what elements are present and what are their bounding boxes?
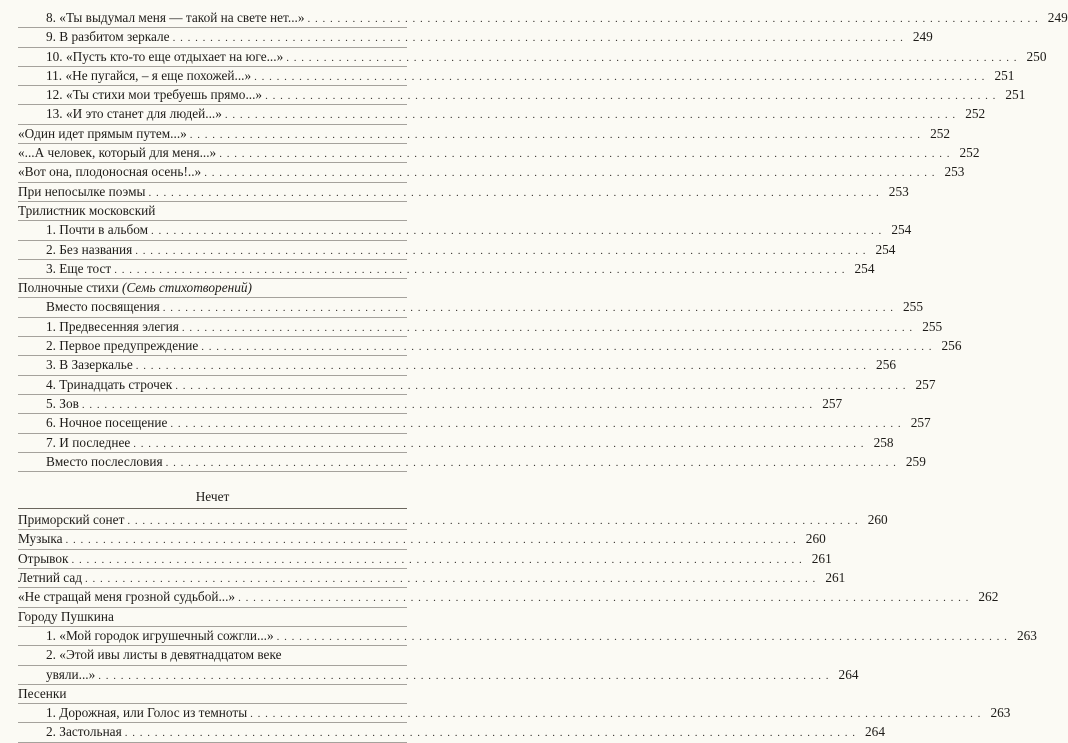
toc-entry-title	[18, 163, 201, 181]
dot-leader	[136, 357, 867, 375]
toc-entry	[18, 376, 936, 395]
page-number: 251	[1005, 87, 1026, 103]
toc-entry	[18, 202, 407, 221]
toc-entry	[18, 9, 1068, 28]
toc-entry-title	[46, 28, 170, 46]
toc-entry	[18, 356, 896, 375]
toc-entry-title	[46, 453, 163, 471]
page-number: 252	[965, 106, 986, 122]
dot-leader	[225, 106, 956, 124]
page-number: 256	[876, 357, 896, 373]
toc-entry	[18, 241, 896, 260]
dot-leader	[238, 589, 969, 607]
toc-entry	[18, 183, 909, 202]
dot-leader	[125, 724, 856, 742]
page-number: 257	[915, 376, 936, 392]
toc-entry-title	[46, 414, 167, 432]
toc-entry-title-text: «Не стращай меня грозной судьбой...»	[18, 589, 236, 605]
toc-entry-title-text: 7. И последнее	[46, 434, 131, 450]
toc-entry-title	[46, 105, 222, 123]
toc-entry-title-text: 1. «Мой городок игрушечный сожгли...»	[46, 627, 274, 643]
toc-entry-title	[46, 298, 160, 316]
page-number: 264	[838, 666, 859, 682]
toc-entry-title-text: 5. Зов	[46, 395, 79, 411]
toc-entry	[18, 723, 885, 742]
toc-entry-title-text: 4. Тринадцать строчек	[46, 376, 173, 392]
toc-entry-subtitle: (Семь стихотворений)	[122, 280, 252, 296]
toc-entry-title-text: Вместо послесловия	[46, 453, 163, 469]
toc-entry-title	[46, 723, 122, 741]
toc-entry-title-text: Трилистник московский	[18, 202, 156, 218]
toc-entry	[18, 298, 923, 317]
toc-entry-title	[46, 627, 274, 645]
toc-entry	[18, 666, 859, 685]
page-number: 253	[944, 164, 965, 180]
toc-entry	[18, 105, 986, 124]
dot-leader	[265, 87, 996, 105]
dot-leader	[135, 242, 866, 260]
page-number: 258	[873, 434, 894, 450]
dot-leader	[82, 396, 813, 414]
toc-entry-title-text: 2. Первое предупреждение	[46, 338, 199, 354]
page-number: 253	[888, 183, 909, 199]
toc-entry	[18, 395, 843, 414]
section-heading: Нечет	[18, 486, 407, 509]
toc-entry-title-text: «Один идет прямым путем...»	[18, 125, 187, 141]
toc-entry-title-text: 9. В разбитом зеркале	[46, 29, 170, 45]
page-number: 257	[822, 395, 843, 411]
page-number: 263	[990, 705, 1011, 721]
toc-entry-title-text: Вместо посвящения	[46, 299, 160, 315]
toc-entry-title	[46, 704, 247, 722]
dot-leader	[182, 319, 913, 337]
toc-entry-title-text: «Вот она, плодоносная осень!..»	[18, 164, 202, 180]
dot-leader	[308, 10, 1039, 28]
toc-entry-title-text: Летний сад	[18, 570, 83, 586]
toc-entry	[18, 318, 943, 337]
toc-entry	[18, 704, 1011, 723]
dot-leader	[190, 126, 921, 144]
toc-entry-title-text: Городу Пушкина	[18, 608, 114, 624]
toc-entry	[18, 260, 875, 279]
toc-entry-title-text: 1. Почти в альбом	[46, 222, 149, 238]
toc-entry	[18, 550, 832, 569]
toc-entry-title-text: «...А человек, который для меня...»	[18, 145, 217, 161]
toc-entry-title	[18, 569, 82, 587]
toc-entry	[18, 28, 933, 47]
toc-entry	[18, 685, 407, 704]
dot-leader	[151, 222, 882, 240]
toc-entry-title	[18, 608, 114, 626]
toc-entry-title-text: При непосылке поэмы	[18, 183, 146, 199]
toc-entry-title-text: 2. «Этой ивы листы в девятнадцатом веке	[46, 647, 282, 663]
toc-entry	[18, 144, 980, 163]
page-number: 255	[903, 299, 923, 315]
dot-leader	[219, 145, 950, 163]
toc-entry	[18, 588, 999, 607]
toc-entry	[18, 569, 846, 588]
toc-entry-title-text: 3. Еще тост	[46, 260, 112, 276]
toc-entry-title	[46, 646, 281, 664]
toc-entry-title	[18, 685, 67, 703]
toc-part-2	[18, 511, 1037, 743]
page-number: 252	[930, 125, 951, 141]
page-number: 255	[922, 318, 943, 334]
toc-entry	[18, 86, 1026, 105]
page-number: 263	[1016, 627, 1037, 643]
toc-entry-title-text: 13. «И это станет для людей...»	[46, 106, 222, 122]
toc-entry-title	[46, 337, 198, 355]
toc-entry-title-text: 11. «Не пугайся, – я еще похожей...»	[46, 67, 252, 83]
toc-entry	[18, 48, 1047, 67]
page-number: 260	[805, 531, 826, 547]
toc-part-1	[18, 9, 1068, 472]
toc-entry	[18, 453, 926, 472]
toc-entry-title	[18, 511, 124, 529]
page-number: 254	[875, 241, 896, 257]
toc-entry-title	[18, 202, 155, 220]
toc-entry-title	[18, 550, 68, 568]
toc-entry-title-text: Приморский сонет	[18, 512, 125, 528]
toc-entry-title	[18, 144, 216, 162]
page-number: 261	[825, 570, 846, 586]
dot-leader	[277, 628, 1008, 646]
toc-entry-title-text: Отрывок	[18, 550, 69, 566]
toc-entry-title-text: Песенки	[18, 685, 67, 701]
toc-entry	[18, 434, 894, 453]
toc-entry-title	[46, 221, 148, 239]
toc-entry-title	[46, 241, 132, 259]
dot-leader	[114, 261, 845, 279]
toc-entry	[18, 627, 1037, 646]
toc-entry-title	[18, 125, 187, 143]
toc-entry-title	[46, 434, 130, 452]
toc-entry-title	[46, 86, 262, 104]
page-number: 252	[959, 145, 980, 161]
dot-leader	[163, 299, 894, 317]
page-number: 254	[854, 260, 875, 276]
toc-entry-title	[46, 376, 172, 394]
page-number: 257	[910, 415, 931, 431]
toc-entry-title	[18, 530, 63, 548]
dot-leader	[85, 570, 816, 588]
dot-leader	[254, 68, 985, 86]
dot-leader	[286, 49, 1017, 67]
dot-leader	[201, 338, 932, 356]
toc-entry-title	[46, 67, 251, 85]
page-number: 250	[1026, 48, 1047, 64]
toc-entry	[18, 511, 888, 530]
dot-leader	[66, 531, 797, 549]
dot-leader	[149, 184, 880, 202]
toc-entry-title	[46, 48, 283, 66]
toc-entry	[18, 221, 912, 240]
toc-entry-title-text: Музыка	[18, 531, 63, 547]
dot-leader	[71, 551, 802, 569]
table-of-contents	[18, 9, 1068, 743]
toc-entry-title	[46, 9, 305, 27]
toc-entry-title-text: Полночные стихи	[18, 280, 119, 296]
toc-entry-title-text: 2. Без названия	[46, 241, 133, 257]
toc-entry-title	[18, 588, 235, 606]
page-number: 256	[941, 338, 962, 354]
page-number: 251	[994, 67, 1015, 83]
toc-entry	[18, 163, 965, 182]
page-number: 254	[891, 222, 912, 238]
dot-leader	[204, 164, 935, 182]
toc-entry-title-text: 12. «Ты стихи мои требуешь прямо...»	[46, 87, 263, 103]
toc-entry-title	[46, 356, 133, 374]
page-number: 249	[1047, 10, 1068, 25]
toc-entry-title-text: 1. Дорожная, или Голос из темноты	[46, 705, 248, 721]
toc-entry-title-text: увяли...»	[46, 666, 96, 682]
page-number: 249	[912, 29, 933, 45]
page-number: 261	[811, 550, 832, 566]
toc-entry	[18, 646, 407, 665]
dot-leader	[133, 435, 864, 453]
toc-entry-title-text: 10. «Пусть кто-то еще отдыхает на юге...»	[46, 48, 284, 64]
dot-leader	[250, 705, 981, 723]
toc-entry	[18, 337, 962, 356]
toc-entry-title-text: 1. Предвесенняя элегия	[46, 318, 179, 334]
dot-leader	[170, 415, 901, 433]
toc-entry-title-text: 3. В Зазеркалье	[46, 357, 133, 373]
toc-entry	[18, 67, 1015, 86]
dot-leader	[166, 454, 897, 472]
toc-entry	[18, 125, 951, 144]
toc-entry-title	[46, 318, 179, 336]
toc-entry-title-text: 8. «Ты выдумал меня — такой на свете нет...»	[46, 10, 305, 25]
dot-leader	[127, 512, 858, 530]
toc-entry	[18, 279, 407, 298]
toc-entry-title	[46, 666, 95, 684]
toc-entry-title-text: 6. Ночное посещение	[46, 415, 168, 431]
page-number: 259	[905, 453, 926, 469]
dot-leader	[175, 377, 906, 395]
toc-entry	[18, 608, 407, 627]
page-number: 264	[865, 724, 885, 740]
toc-entry	[18, 530, 826, 549]
toc-entry-title	[46, 260, 111, 278]
page-number: 262	[978, 589, 999, 605]
toc-entry-title	[46, 395, 79, 413]
dot-leader	[98, 667, 829, 685]
toc-entry	[18, 414, 931, 433]
page-number: 260	[867, 512, 888, 528]
toc-entry-title	[18, 183, 146, 201]
dot-leader	[173, 29, 904, 47]
toc-entry-title	[18, 279, 252, 297]
toc-entry-title-text: 2. Застольная	[46, 724, 122, 740]
